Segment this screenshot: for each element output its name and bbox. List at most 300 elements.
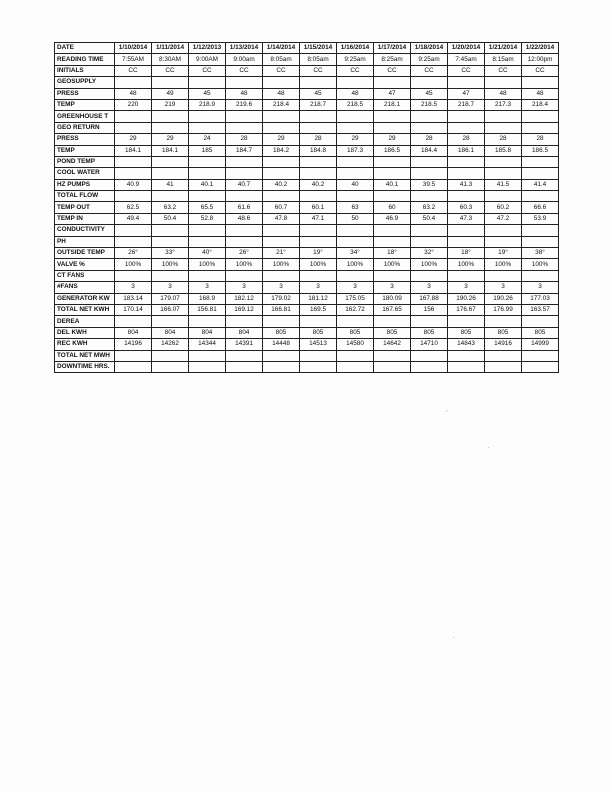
table-cell: 48 (485, 88, 522, 99)
table-cell (263, 236, 300, 247)
table-cell (374, 191, 411, 202)
table-cell (263, 270, 300, 281)
table-cell (300, 191, 337, 202)
table-cell (263, 77, 300, 88)
table-row (55, 54, 559, 65)
table-cell (300, 77, 337, 88)
table-cell: 49.4 (115, 213, 152, 224)
table-row (55, 327, 559, 338)
table-cell: 41.5 (485, 179, 522, 190)
row-label: PRESS (55, 134, 115, 145)
table-cell: 169.12 (226, 304, 263, 315)
table-cell: 805 (411, 327, 448, 338)
row-label: PH (55, 236, 115, 247)
table-cell: 185.8 (485, 145, 522, 156)
table-cell: 218.9 (189, 99, 226, 110)
table-cell (522, 361, 559, 372)
table-cell: 14710 (411, 339, 448, 350)
table-cell: 26° (115, 248, 152, 259)
date-header-cell: 1/21/2014 (485, 43, 522, 54)
table-cell (226, 361, 263, 372)
table-cell: 60 (374, 202, 411, 213)
table-cell (411, 236, 448, 247)
table-cell: 41 (152, 179, 189, 190)
table-cell: 34° (337, 248, 374, 259)
table-cell: 184.7 (226, 145, 263, 156)
date-header-cell: 1/17/2014 (374, 43, 411, 54)
table-cell: 185 (189, 145, 226, 156)
table-cell: 805 (374, 327, 411, 338)
table-row (55, 179, 559, 190)
table-cell (189, 156, 226, 167)
table-cell (152, 111, 189, 122)
table-cell (226, 168, 263, 179)
table-cell: 218.7 (300, 99, 337, 110)
date-header-cell: 1/14/2014 (263, 43, 300, 54)
row-label: GEO RETURN (55, 122, 115, 133)
table-cell: 804 (189, 327, 226, 338)
table-cell: 52.8 (189, 213, 226, 224)
table-cell: 100% (189, 259, 226, 270)
table-cell: 805 (448, 327, 485, 338)
table-cell: 3 (226, 282, 263, 293)
table-cell: 48 (522, 88, 559, 99)
table-cell (115, 316, 152, 327)
table-cell (374, 122, 411, 133)
table-cell: 177.03 (522, 293, 559, 304)
table-cell: 50 (337, 213, 374, 224)
table-cell: 805 (522, 327, 559, 338)
table-cell: 47 (448, 88, 485, 99)
table-cell (115, 361, 152, 372)
table-cell (374, 236, 411, 247)
table-cell: 45 (411, 88, 448, 99)
table-cell: 45 (189, 88, 226, 99)
table-cell (374, 168, 411, 179)
table-cell: 100% (337, 259, 374, 270)
table-cell: 63.2 (411, 202, 448, 213)
table-cell: CC (263, 65, 300, 76)
table-cell (115, 156, 152, 167)
table-cell: 167.65 (374, 304, 411, 315)
row-label: READING TIME (55, 54, 115, 65)
table-cell (300, 111, 337, 122)
table-cell (226, 77, 263, 88)
table-cell: 48 (115, 88, 152, 99)
table-cell (300, 236, 337, 247)
table-cell (522, 77, 559, 88)
table-cell: 32° (411, 248, 448, 259)
table-cell: 166.81 (263, 304, 300, 315)
row-label: TEMP OUT (55, 202, 115, 213)
table-row (55, 339, 559, 350)
table-cell (411, 350, 448, 361)
table-cell (374, 77, 411, 88)
table-cell: 14916 (485, 339, 522, 350)
table-cell: 47 (374, 88, 411, 99)
row-label: CONDUCTIVITY (55, 225, 115, 236)
table-cell: 217.3 (485, 99, 522, 110)
table-cell: CC (189, 65, 226, 76)
row-label: COOL WATER (55, 168, 115, 179)
table-cell (411, 168, 448, 179)
table-cell (115, 350, 152, 361)
table-cell (522, 122, 559, 133)
table-row (55, 350, 559, 361)
table-cell (189, 236, 226, 247)
table-row (55, 111, 559, 122)
table-cell: 33° (152, 248, 189, 259)
table-cell: 40.2 (300, 179, 337, 190)
table-cell (337, 350, 374, 361)
table-cell (411, 191, 448, 202)
table-cell (152, 350, 189, 361)
date-header-cell: 1/20/2014 (448, 43, 485, 54)
table-row (55, 145, 559, 156)
table-cell: 47.1 (300, 213, 337, 224)
table-cell (448, 270, 485, 281)
table-row (55, 156, 559, 167)
table-cell (115, 168, 152, 179)
table-cell: 18° (448, 248, 485, 259)
table-cell: 218.5 (411, 99, 448, 110)
table-cell: CC (300, 65, 337, 76)
table-cell: 100% (152, 259, 189, 270)
table-cell: 218.4 (522, 99, 559, 110)
table-cell (448, 361, 485, 372)
row-label: OUTSIDE TEMP (55, 248, 115, 259)
table-cell: 184.4 (411, 145, 448, 156)
table-row (55, 293, 559, 304)
table-cell (337, 316, 374, 327)
row-label: DATE (55, 43, 115, 54)
table-cell (263, 191, 300, 202)
table-cell (152, 361, 189, 372)
table-cell: 179.07 (152, 293, 189, 304)
table-cell (152, 77, 189, 88)
table-cell (411, 361, 448, 372)
table-cell (448, 111, 485, 122)
table-cell (189, 316, 226, 327)
table-cell (485, 270, 522, 281)
table-cell: 176.99 (485, 304, 522, 315)
table-cell: 8:25am (374, 54, 411, 65)
table-row (55, 202, 559, 213)
table-row (55, 191, 559, 202)
table-cell (337, 191, 374, 202)
table-cell (448, 350, 485, 361)
table-cell (300, 316, 337, 327)
table-cell: 29 (263, 134, 300, 145)
table-cell (263, 168, 300, 179)
table-cell: 100% (374, 259, 411, 270)
table-cell: 3 (411, 282, 448, 293)
row-label: TOTAL NET MWH (55, 350, 115, 361)
row-label: INITIALS (55, 65, 115, 76)
table-cell (522, 350, 559, 361)
table-cell: 40.9 (115, 179, 152, 190)
table-cell (337, 270, 374, 281)
table-cell: 49 (152, 88, 189, 99)
table-cell: 8:15am (485, 54, 522, 65)
table-cell (411, 156, 448, 167)
table-cell: 48 (263, 88, 300, 99)
table-cell (448, 122, 485, 133)
table-cell (300, 350, 337, 361)
table-cell (263, 316, 300, 327)
table-cell: 19° (485, 248, 522, 259)
table-cell: 39.5 (411, 179, 448, 190)
table-row (55, 168, 559, 179)
table-cell: 156 (411, 304, 448, 315)
table-cell: 156.81 (189, 304, 226, 315)
table-cell: 100% (522, 259, 559, 270)
table-cell: 179.02 (263, 293, 300, 304)
table-cell: 218.7 (448, 99, 485, 110)
row-label: REC KWH (55, 339, 115, 350)
table-cell (522, 236, 559, 247)
table-cell (300, 122, 337, 133)
row-label: DEL KWH (55, 327, 115, 338)
table-cell (522, 225, 559, 236)
table-cell (448, 191, 485, 202)
table-cell (115, 122, 152, 133)
table-cell (226, 225, 263, 236)
table-cell: 14843 (448, 339, 485, 350)
table-cell: 183.14 (115, 293, 152, 304)
table-cell: 24 (189, 134, 226, 145)
table-cell: 40.1 (189, 179, 226, 190)
table-cell (152, 316, 189, 327)
table-row (55, 88, 559, 99)
table-cell (189, 191, 226, 202)
table-cell: CC (448, 65, 485, 76)
table-cell: 48 (226, 88, 263, 99)
table-cell (485, 350, 522, 361)
table-cell: 63.2 (152, 202, 189, 213)
table-cell: 14391 (226, 339, 263, 350)
table-cell: 41.3 (448, 179, 485, 190)
table-cell: 53.9 (522, 213, 559, 224)
table-cell (263, 111, 300, 122)
table-cell (263, 361, 300, 372)
table-cell (485, 122, 522, 133)
date-header-cell: 1/10/2014 (115, 43, 152, 54)
table-cell (189, 225, 226, 236)
date-header-cell: 1/13/2014 (226, 43, 263, 54)
table-cell: 181.12 (300, 293, 337, 304)
table-cell: 7:55AM (115, 54, 152, 65)
table-cell (152, 191, 189, 202)
table-cell (374, 156, 411, 167)
table-cell: 805 (485, 327, 522, 338)
row-label: GENERATOR KW (55, 293, 115, 304)
table-cell: 29 (337, 134, 374, 145)
table-cell: 190.26 (448, 293, 485, 304)
table-cell: 26° (226, 248, 263, 259)
table-cell (411, 77, 448, 88)
table-cell: 9:00AM (189, 54, 226, 65)
table-cell: 176.67 (448, 304, 485, 315)
table-cell: 186.1 (448, 145, 485, 156)
table-row (55, 316, 559, 327)
table-cell: 29 (374, 134, 411, 145)
table-cell: 45 (300, 88, 337, 99)
table-cell (485, 156, 522, 167)
table-cell: 190.26 (485, 293, 522, 304)
table-cell: 28 (448, 134, 485, 145)
table-cell: 12:00pm (522, 54, 559, 65)
table-cell: 14448 (263, 339, 300, 350)
table-cell: 805 (300, 327, 337, 338)
table-cell (448, 236, 485, 247)
table-cell (374, 225, 411, 236)
table-cell (300, 361, 337, 372)
row-label: DOWNTIME HRS. (55, 361, 115, 372)
table-row (55, 65, 559, 76)
date-header-row (55, 43, 559, 54)
table-cell: 100% (263, 259, 300, 270)
row-label: TOTAL NET KWH (55, 304, 115, 315)
table-cell: 7:45am (448, 54, 485, 65)
table-cell: 219 (152, 99, 189, 110)
table-cell (448, 225, 485, 236)
table-cell (115, 236, 152, 247)
date-header-cell: 1/22/2014 (522, 43, 559, 54)
table-cell (374, 361, 411, 372)
table-cell: 170.14 (115, 304, 152, 315)
table-cell: 21° (263, 248, 300, 259)
table-cell (115, 111, 152, 122)
table-cell (152, 270, 189, 281)
table-cell: 18° (374, 248, 411, 259)
table-cell: CC (152, 65, 189, 76)
table-cell (115, 270, 152, 281)
table-cell: 40.7 (226, 179, 263, 190)
table-cell: 40° (189, 248, 226, 259)
table-cell: 60.3 (448, 202, 485, 213)
date-header-cell: 1/12/2013 (189, 43, 226, 54)
table-cell: CC (485, 65, 522, 76)
table-cell: 3 (300, 282, 337, 293)
table-cell: 14196 (115, 339, 152, 350)
table-cell: 60.7 (263, 202, 300, 213)
table-cell (485, 236, 522, 247)
row-label: TEMP (55, 99, 115, 110)
table-cell (522, 156, 559, 167)
table-cell (522, 168, 559, 179)
table-cell (337, 111, 374, 122)
table-cell: 218.5 (337, 99, 374, 110)
table-cell (263, 225, 300, 236)
table-row (55, 99, 559, 110)
table-cell (374, 316, 411, 327)
table-cell: CC (115, 65, 152, 76)
table-cell: 48 (337, 88, 374, 99)
table-cell: 3 (522, 282, 559, 293)
row-label: GEOSUPPLY (55, 77, 115, 88)
table-cell (337, 361, 374, 372)
plant-reading-log-table (54, 42, 559, 373)
table-cell: 180.09 (374, 293, 411, 304)
row-label: TEMP (55, 145, 115, 156)
table-row (55, 77, 559, 88)
table-cell: 28 (226, 134, 263, 145)
table-cell (300, 225, 337, 236)
scan-speck: . (453, 634, 455, 640)
table-cell (152, 225, 189, 236)
table-cell: 9:00am (226, 54, 263, 65)
row-label: PRESS (55, 88, 115, 99)
table-cell: 3 (263, 282, 300, 293)
table-cell: 168.9 (189, 293, 226, 304)
table-cell (522, 191, 559, 202)
table-cell (189, 350, 226, 361)
table-cell (152, 168, 189, 179)
table-cell: 14513 (300, 339, 337, 350)
table-cell: 65.5 (189, 202, 226, 213)
row-label: POND TEMP (55, 156, 115, 167)
table-cell (337, 122, 374, 133)
table-cell (485, 316, 522, 327)
table-cell: 9:25am (411, 54, 448, 65)
table-cell: 166.07 (152, 304, 189, 315)
table-cell: 219.6 (226, 99, 263, 110)
date-header-cell: 1/18/2014 (411, 43, 448, 54)
table-row (55, 282, 559, 293)
row-label: VALVE % (55, 259, 115, 270)
table-cell: 28 (300, 134, 337, 145)
table-row (55, 248, 559, 259)
table-cell: 184.8 (300, 145, 337, 156)
table-cell (522, 316, 559, 327)
table-cell: 14580 (337, 339, 374, 350)
table-row (55, 304, 559, 315)
date-header-cell: 1/16/2014 (337, 43, 374, 54)
table-cell: 805 (337, 327, 374, 338)
table-cell: 19° (300, 248, 337, 259)
table-row (55, 225, 559, 236)
table-cell: 40.1 (374, 179, 411, 190)
table-cell (411, 111, 448, 122)
table-cell: 61.6 (226, 202, 263, 213)
table-cell (337, 156, 374, 167)
row-label: TOTAL FLOW (55, 191, 115, 202)
table-cell: 218.4 (263, 99, 300, 110)
table-cell: 218.1 (374, 99, 411, 110)
table-cell: 184.2 (263, 145, 300, 156)
table-cell (226, 236, 263, 247)
table-cell: 175.05 (337, 293, 374, 304)
table-cell: 100% (226, 259, 263, 270)
table-cell (411, 122, 448, 133)
row-label: TEMP IN (55, 213, 115, 224)
table-cell: 47.8 (263, 213, 300, 224)
table-cell: 8:05am (300, 54, 337, 65)
table-row (55, 236, 559, 247)
table-cell: 62.5 (115, 202, 152, 213)
table-cell: 60.1 (300, 202, 337, 213)
table-cell: 46.9 (374, 213, 411, 224)
table-cell: CC (374, 65, 411, 76)
table-cell: 28 (522, 134, 559, 145)
table-cell: 162.72 (337, 304, 374, 315)
table-row (55, 361, 559, 372)
table-cell (300, 168, 337, 179)
table-cell: 3 (448, 282, 485, 293)
table-row (55, 122, 559, 133)
table-cell (485, 111, 522, 122)
